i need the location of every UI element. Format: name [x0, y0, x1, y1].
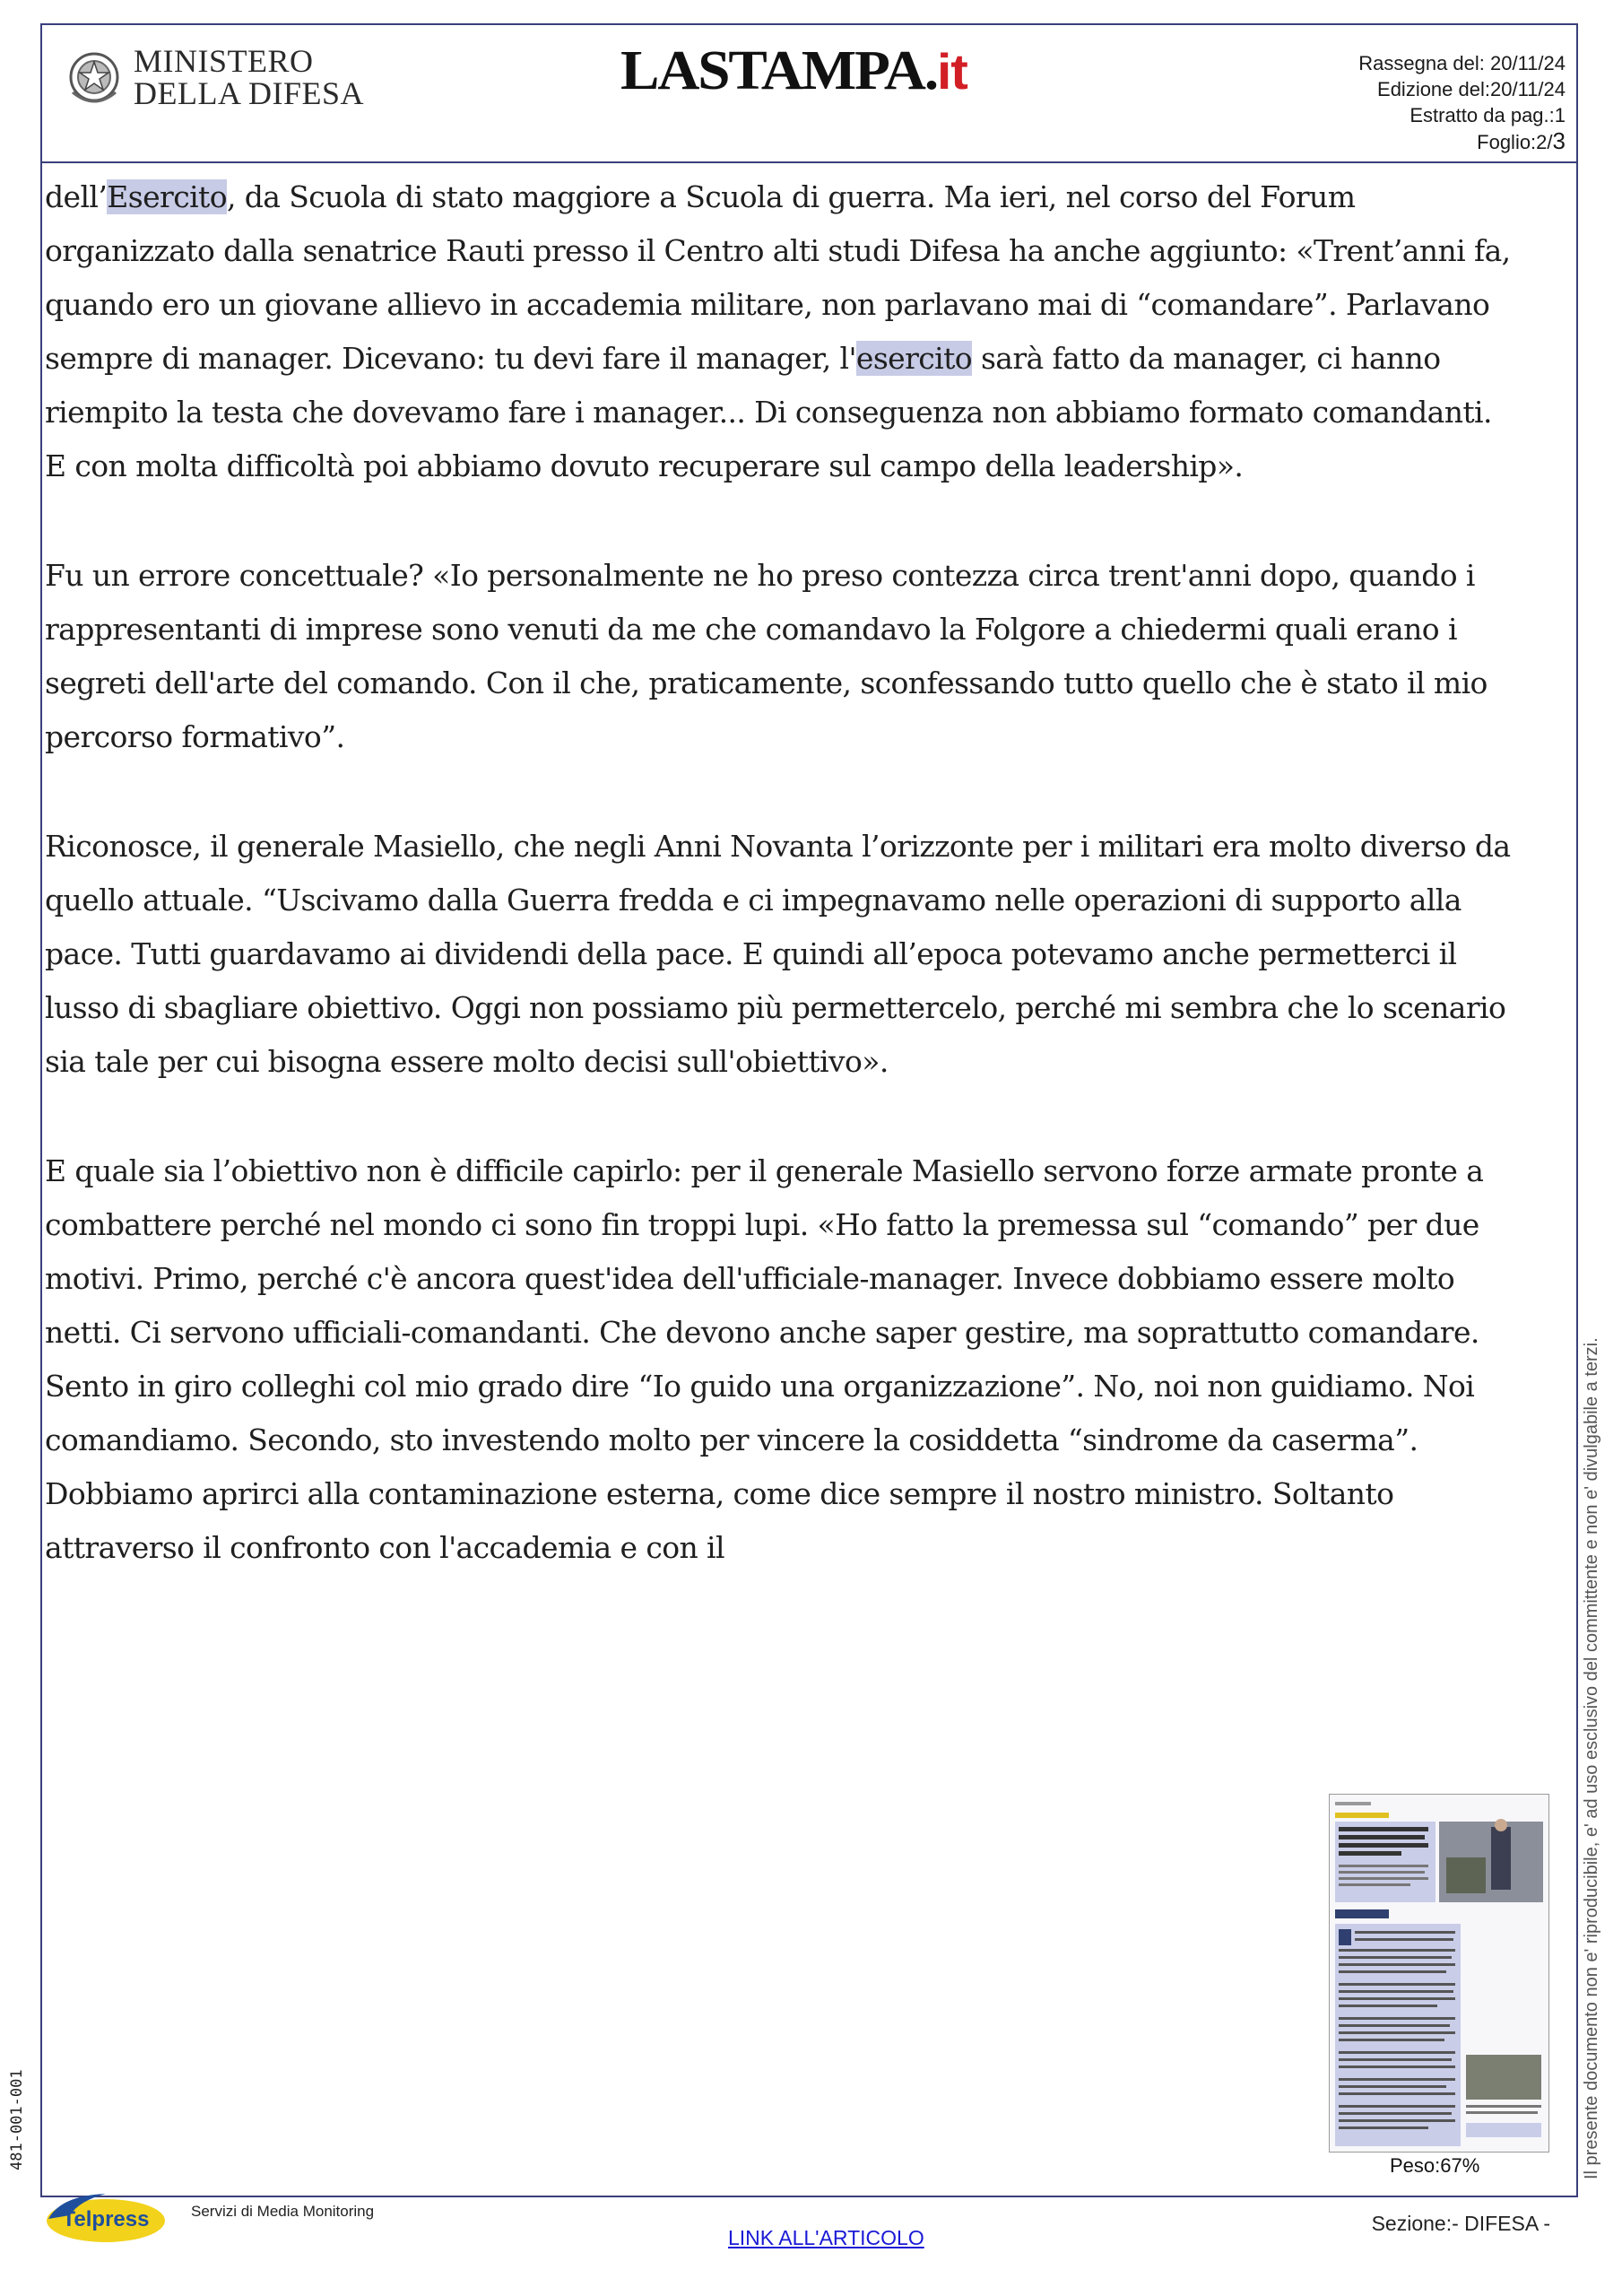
- rassegna-date: Rassegna del: 20/11/24: [1358, 52, 1566, 74]
- text-run: sarà fatto da manager, ci hanno riempito la testa che dovevamo fare i manager... Di conseguenza non abbiamo formato comandanti. E con molta difficoltà poi abbiamo dovuto recuperare sul campo della leadership».: [45, 341, 1492, 483]
- italian-republic-emblem-icon: [65, 46, 123, 109]
- document-code: 481-001-001: [8, 2069, 26, 2170]
- highlight-esercito: Esercito: [107, 179, 227, 214]
- text-run: dell’: [45, 179, 108, 214]
- estratto-page: Estratto da pag.:1: [1409, 104, 1566, 126]
- article-thumbnail-image: [1330, 1795, 1549, 2152]
- copyright-notice: Il presente documento non e' riproducibile, e' ad uso esclusivo del committente e non e' divulgabile a terzi.: [1582, 1337, 1601, 2179]
- article-paragraph-3: Riconosce, il generale Masiello, che negli Anni Novanta l’orizzonte per i militari era molto diverso da quello attuale. “Uscivamo dalla Guerra fredda e ci impegnavamo nelle operazioni di supporto alla pace. Tutti guardavamo ai dividendi della pace. E quindi all’epoca potevamo anche permetterci il lusso di sbagliare obiettivo. Oggi non possiamo più permettercelo, perché mi sembra che lo scenario sia tale per cui bisogna essere molto decisi sull'obiettivo».: [45, 829, 1511, 1079]
- newspaper-masthead: [620, 39, 967, 103]
- masthead-suffix: it: [937, 43, 967, 100]
- article-paragraph-1: [45, 170, 1515, 493]
- telpress-logo-text: Telpress: [62, 2207, 150, 2231]
- highlight-esercito: esercito: [855, 341, 973, 376]
- press-review-meta: [1358, 50, 1566, 155]
- article-paragraph-2: Fu un errore concettuale? «Io personalmente ne ho preso contezza circa trent'anni dopo, quando i rappresentanti di imprese sono venuti da me che comandavo la Folgore a chiedermi quali erano i segreti dell'arte del comando. Con il che, praticamente, sconfessando tutto quello che è stato il mio percorso formativo”.: [45, 558, 1488, 754]
- ministry-name-line1: MINISTERO: [134, 43, 314, 79]
- telpress-logo: [43, 2188, 169, 2248]
- article-body: [45, 170, 1515, 1631]
- text-run: , da Scuola di stato maggiore a Scuola di guerra. Ma ieri, nel corso del Forum organizzato dalla senatrice Rauti presso il Centro alti studi Difesa ha anche aggiunto: «Trent’anni fa, quando ero un giovane allievo in accademia militare, non parlavano mai di “comandare”. Parlavano sempre di manager. Dicevano: tu devi fare il manager, l': [45, 179, 1511, 376]
- peso-percentage: Peso:67%: [1390, 2154, 1480, 2177]
- edizione-date: Edizione del:20/11/24: [1377, 78, 1566, 100]
- foglio-total: 3: [1552, 127, 1566, 154]
- article-thumbnail: [1329, 1794, 1549, 2152]
- foglio-label: Foglio:2/: [1477, 131, 1553, 153]
- ministry-logo: [65, 45, 364, 109]
- header-divider: [42, 161, 1576, 163]
- footer-service-text: Servizi di Media Monitoring: [191, 2203, 375, 2220]
- masthead-main: LASTAMPA.: [620, 40, 938, 101]
- ministry-name-line2: DELLA DIFESA: [134, 75, 364, 111]
- article-paragraph-4: E quale sia l’obiettivo non è difficile capirlo: per il generale Masiello servono forze armate pronte a combattere perché nel mondo ci sono fin troppi lupi. «Ho fatto la premessa sul “comando” per due motivi. Primo, perché c'è ancora quest'idea dell'ufficiale-manager. Invece dobbiamo essere molto netti. Ci servono ufficiali-comandanti. Che devono anche saper gestire, ma soprattutto comandare. Sento in giro colleghi col mio grado dire “Io guido una organizzazione”. No, noi non guidiamo. Noi comandiamo. Secondo, sto investendo molto per vincere la cosiddetta “sindrome da caserma”. Dobbiamo aprirci alla contaminazione esterna, come dice sempre il nostro ministro. Soltanto attraverso il confronto con l'accademia e con il: [45, 1153, 1484, 1565]
- foglio-count: [1358, 128, 1566, 155]
- article-link[interactable]: LINK ALL'ARTICOLO: [728, 2226, 924, 2249]
- footer-section-label: Sezione:- DIFESA -: [1371, 2212, 1550, 2235]
